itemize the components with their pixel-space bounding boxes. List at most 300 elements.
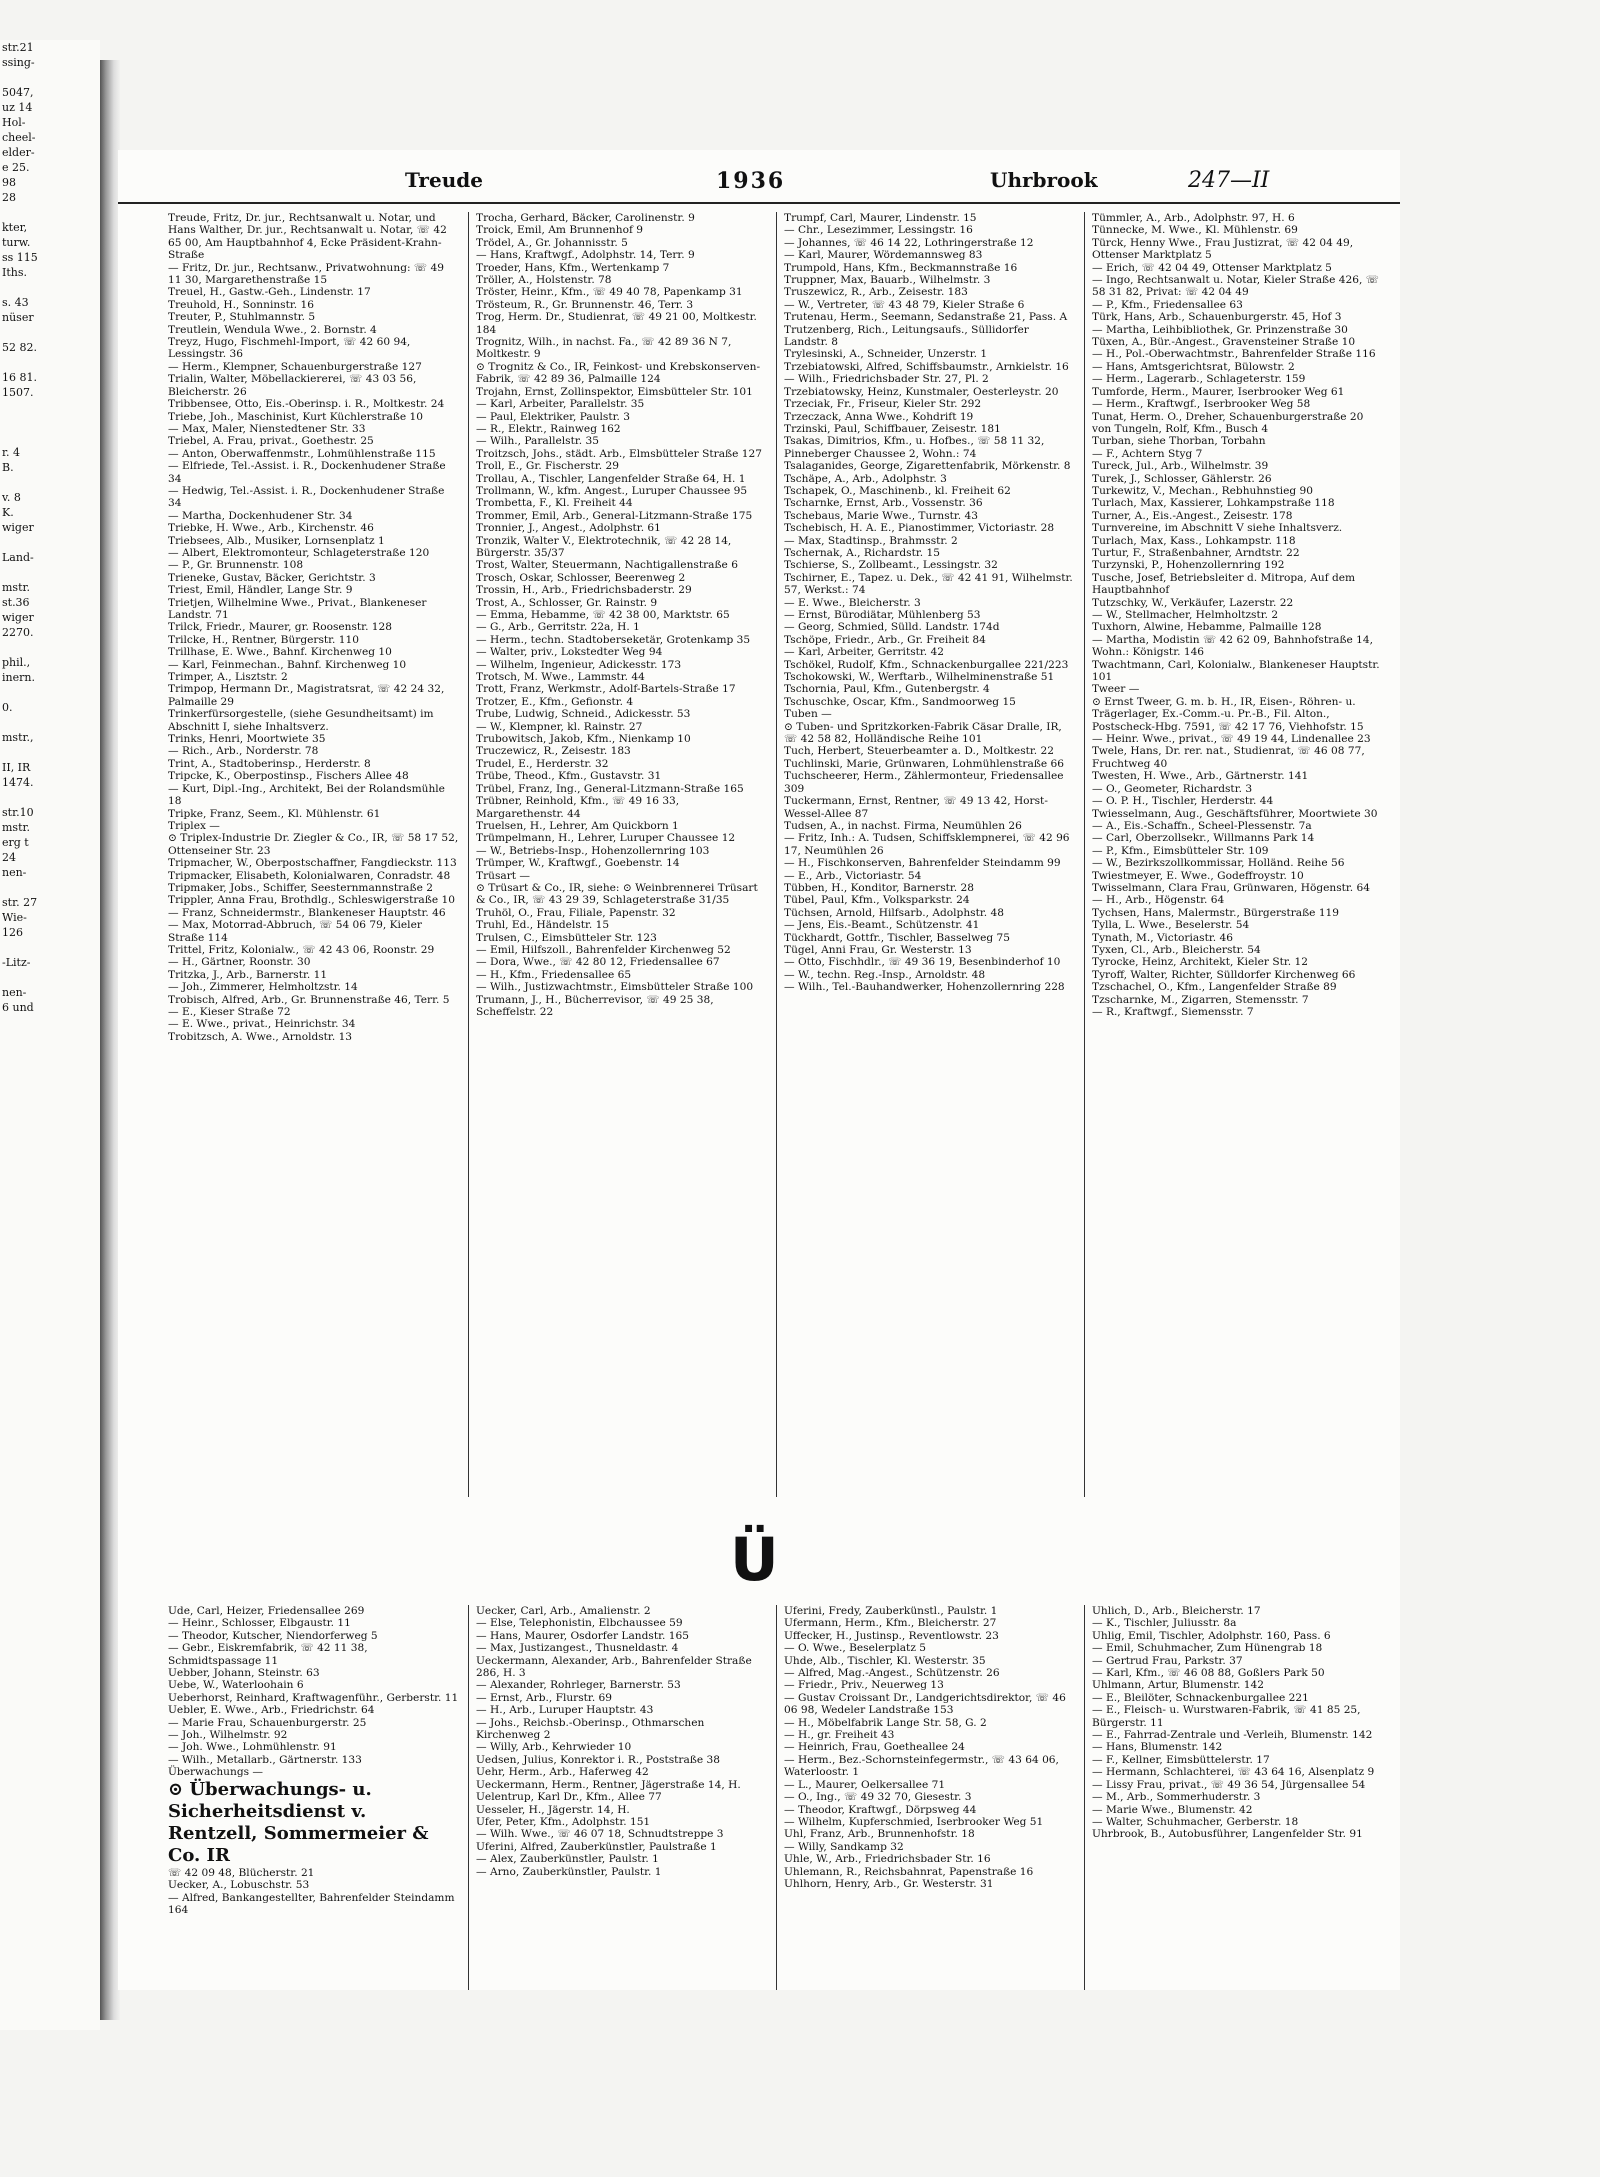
directory-entry: — W., Stellmacher, Helmholtzstr. 2	[1092, 609, 1279, 621]
adjacent-page-line	[0, 475, 100, 490]
column-lower-1	[168, 1605, 460, 2005]
directory-entry: Tröller, A., Holstenstr. 78	[476, 274, 612, 287]
directory-entry: Tügel, Anni Frau, Gr. Westerstr. 13	[784, 943, 972, 956]
adjacent-page-line: uz 14	[2, 101, 33, 114]
directory-entry: — Karl, Feinmechan., Bahnf. Kirchenweg 10	[168, 658, 407, 671]
directory-entry: — G., Arb., Gerritstr. 22a, H. 1	[476, 621, 640, 634]
directory-entry: — Alfred, Mag.-Angest., Schützenstr. 26	[784, 1667, 1000, 1680]
adjacent-page-line: cheel-	[2, 131, 36, 144]
directory-entry: — Karl, Arbeiter, Parallelstr. 35	[476, 398, 645, 411]
directory-entry: Trilcke, H., Rentner, Bürgerstr. 110	[168, 633, 359, 646]
directory-entry: — Emil, Schuhmacher, Zum Hünengrab 18	[1092, 1642, 1323, 1655]
directory-entry: — H., Kfm., Friedensallee 65	[476, 968, 632, 981]
adjacent-page-line: mstr.,	[2, 731, 34, 744]
directory-entry: ⊙ Trognitz & Co., IR, Feinkost- und Krebskonserven-Fabrik, ☏ 42 89 36, Palmaille 124	[476, 360, 761, 386]
adjacent-page-line: phil.,	[2, 656, 31, 669]
column-divider	[776, 1605, 777, 1990]
directory-entry: Uhlmann, Artur, Blumenstr. 142	[1092, 1679, 1264, 1692]
directory-entry: Trietjen, Wilhelmine Wwe., Privat., Blankeneser Landstr. 71	[168, 596, 427, 621]
directory-entry: Trzeczack, Anna Wwe., Kohdrift 19	[784, 410, 974, 423]
directory-entry: Tschuschke, Oscar, Kfm., Sandmoorweg 15	[784, 695, 1016, 708]
directory-entry: Tripke, Franz, Seem., Kl. Mühlenstr. 61	[168, 807, 381, 820]
directory-entry: Turzynski, P., Hohenzollernring 192	[1092, 559, 1285, 572]
directory-entry: Uhlich, D., Arb., Bleicherstr. 17	[1092, 1605, 1261, 1617]
directory-entry: Überwachungs —	[168, 1766, 264, 1779]
adjacent-page-line: mstr.	[2, 581, 31, 594]
directory-entry: Uferini, Fredy, Zauberkünstl., Paulstr. 1	[784, 1605, 998, 1617]
directory-entry: — Marie Frau, Schauenburgerstr. 25	[168, 1716, 367, 1729]
directory-entry: — Herm., Bez.-Schornsteinfegermstr., ☏ 43 64 06, Waterloostr. 1	[784, 1753, 1059, 1779]
directory-entry: Truszewicz, R., Arb., Zeisestr. 183	[784, 286, 968, 299]
directory-entry: Ueberhorst, Reinhard, Kraftwagenführ., Gerberstr. 11	[168, 1691, 459, 1704]
page-number: 247—II	[1188, 168, 1270, 193]
directory-entry: — H., Arb., Högenstr. 64	[1092, 894, 1225, 907]
directory-entry: Uelentrup, Karl Dr., Kfm., Allee 77	[476, 1791, 662, 1804]
directory-entry: Troick, Emil, Am Brunnenhof 9	[476, 224, 643, 237]
directory-entry: — O., Geometer, Richardstr. 3	[1092, 782, 1253, 795]
adjacent-page-line: r. 4	[2, 446, 21, 459]
adjacent-page-line: str.10	[2, 806, 34, 819]
directory-entry: — E., Bleilöter, Schnackenburgallee 221	[1092, 1691, 1309, 1704]
directory-entry: ⊙ Ernst Tweer, G. m. b. H., IR, Eisen-, Röhren- u. Trägerlager, Ex.-Comm.-u. Pr.-B., Fil. Alton., Postscheck-Hbg. 7591, ☏ 42 17 76, Viehhofstr. 15	[1092, 695, 1364, 733]
adjacent-page-line: 16 81.	[2, 371, 37, 384]
directory-entry: Uecker, A., Lobuschstr. 53	[168, 1879, 310, 1892]
directory-entry: Tröster, Heinr., Kfm., ☏ 49 40 78, Papenkamp 31	[476, 286, 743, 299]
adjacent-page-line: str. 27	[2, 896, 38, 909]
adjacent-page-line: Iths.	[2, 266, 27, 279]
adjacent-page-line: e 25.	[2, 161, 30, 174]
directory-entry: Trollau, A., Tischler, Langenfelder Straße 64, H. 1	[476, 472, 746, 485]
directory-entry: von Tungeln, Rolf, Kfm., Busch 4	[1092, 422, 1269, 435]
directory-entry: Tübel, Paul, Kfm., Volksparkstr. 24	[784, 894, 970, 907]
directory-entry: — O., Ing., ☏ 49 32 70, Giesestr. 3	[784, 1791, 972, 1804]
directory-entry: Trulsen, C., Eimsbütteler Str. 123	[476, 931, 657, 944]
directory-entry: Twesten, H. Wwe., Arb., Gärtnerstr. 141	[1092, 770, 1309, 783]
directory-entry: — H., Pol.-Oberwachtmstr., Bahrenfelder Straße 116	[1092, 348, 1376, 361]
directory-entry: — Heinrich, Frau, Goetheallee 24	[784, 1741, 965, 1754]
adjacent-page-text	[0, 40, 100, 1015]
directory-entry: — Joh. Wwe., Lohmühlenstr. 91	[168, 1741, 337, 1754]
book-spine-shadow	[100, 60, 120, 2020]
directory-entry: Trüsart —	[476, 869, 530, 882]
adjacent-page-line: 126	[2, 926, 23, 939]
directory-entry: — Ingo, Rechtsanwalt u. Notar, Kieler Straße 426, ☏ 58 31 82, Privat: ☏ 42 04 49	[1092, 274, 1379, 299]
directory-entry: Triebke, H. Wwe., Arb., Kirchenstr. 46	[168, 522, 374, 535]
directory-entry: Tuckermann, Ernst, Rentner, ☏ 49 13 42, Horst-Wessel-Allee 87	[784, 795, 1048, 820]
directory-entry: Twiesselmann, Aug., Geschäftsführer, Moortwiete 30	[1092, 807, 1378, 820]
directory-entry: Trzeciak, Fr., Friseur, Kieler Str. 292	[784, 398, 982, 411]
directory-entry: Tümmler, A., Arb., Adolphstr. 97, H. 6	[1092, 212, 1295, 224]
directory-entry: Triebel, A. Frau, privat., Goethestr. 25	[168, 435, 374, 448]
directory-entry: Tschernak, A., Richardstr. 15	[784, 546, 940, 559]
adjacent-page-line: 1507.	[2, 386, 34, 399]
adjacent-page-line	[0, 400, 100, 415]
directory-entry: Tumforde, Herm., Maurer, Iserbrooker Weg 61	[1092, 385, 1345, 398]
adjacent-page-line: Hol-	[2, 116, 26, 129]
adjacent-page-line	[0, 325, 100, 340]
directory-entry: — Lissy Frau, privat., ☏ 49 36 54, Jürgensallee 54	[1092, 1778, 1366, 1791]
directory-entry: Truelsen, H., Lehrer, Am Quickborn 1	[476, 819, 679, 832]
directory-entry: Truhl, Ed., Händelstr. 15	[476, 919, 610, 932]
directory-entry: Tschebaus, Marie Wwe., Turnstr. 43	[784, 509, 979, 522]
adjacent-page-line: nen-	[2, 866, 27, 879]
directory-entry: Trobitzsch, A. Wwe., Arnoldstr. 13	[168, 1030, 353, 1043]
directory-entry: Triebe, Joh., Maschinist, Kurt Küchlerstraße 10	[168, 410, 423, 423]
directory-entry: — E., Arb., Victoriastr. 54	[784, 869, 922, 882]
directory-entry: Trzebiatowsky, Heinz, Kunstmaler, Oesterleystr. 20	[784, 385, 1059, 398]
directory-entry: — Alex, Zauberkünstler, Paulstr. 1	[476, 1853, 659, 1866]
adjacent-page-line: 6 und	[2, 1001, 34, 1014]
adjacent-page-line	[0, 715, 100, 730]
directory-entry: Treuel, H., Gastw.-Geh., Lindenstr. 17	[168, 286, 371, 299]
directory-entry: Trübner, Reinhold, Kfm., ☏ 49 16 33, Margarethenstr. 44	[476, 795, 680, 820]
directory-entry: — Franz, Schneidermstr., Blankeneser Hauptstr. 46	[168, 906, 446, 919]
directory-entry: ⊙ Überwachungs- u. Sicherheitsdienst v. Rentzell, Sommermeier & Co. IR	[168, 1778, 429, 1866]
directory-entry: Ude, Carl, Heizer, Friedensallee 269	[168, 1605, 365, 1617]
adjacent-page-line	[0, 685, 100, 700]
directory-entry: Trödel, A., Gr. Johannisstr. 5	[476, 236, 628, 249]
directory-entry: — W., techn. Reg.-Insp., Arnoldstr. 48	[784, 968, 986, 981]
directory-entry: — Hans, Kraftwgf., Adolphstr. 14, Terr. 9	[476, 249, 695, 262]
directory-entry: Tschebisch, H. A. E., Pianostimmer, Victoriastr. 28	[784, 522, 1055, 535]
directory-entry: — P., Kfm., Eimsbütteler Str. 109	[1092, 844, 1269, 857]
directory-entry: Trübe, Theod., Kfm., Gustavstr. 31	[476, 770, 662, 783]
directory-entry: Tüxen, A., Bür.-Angest., Gravensteiner Straße 10	[1092, 336, 1356, 349]
directory-entry: — Carl, Oberzollsekr., Willmanns Park 14	[1092, 832, 1315, 845]
directory-entry: Trialin, Walter, Möbellackiererei, ☏ 43 03 56, Bleicherstr. 26	[168, 373, 417, 398]
directory-entry: Trommer, Emil, Arb., General-Litzmann-Straße 175	[476, 509, 753, 522]
directory-entry: — M., Arb., Sommerhuderstr. 3	[1092, 1791, 1261, 1804]
directory-entry: Trösteum, R., Gr. Brunnenstr. 46, Terr. 3	[476, 298, 694, 311]
directory-entry: Uedsen, Julius, Konrektor i. R., Poststraße 38	[476, 1753, 720, 1766]
directory-page	[118, 150, 1400, 1990]
adjacent-page-line	[0, 940, 100, 955]
directory-entry: ⊙ Trüsart & Co., IR, siehe: ⊙ Weinbrennerei Trüsart & Co., IR, ☏ 43 29 39, Schlageterstraße 31/35	[476, 881, 758, 907]
directory-entry: — E. Wwe., Bleicherstr. 3	[784, 596, 921, 609]
column-upper-1	[168, 212, 460, 1497]
adjacent-page-line: Wie-	[2, 911, 27, 924]
directory-entry: Tyroff, Walter, Richter, Sülldorfer Kirchenweg 66	[1092, 968, 1356, 981]
directory-entry: — Hans, Amtsgerichtsrat, Bülowstr. 2	[1092, 360, 1295, 373]
directory-entry: Uhlhorn, Henry, Arb., Gr. Westerstr. 31	[784, 1877, 994, 1890]
directory-entry: — Chr., Lesezimmer, Lessingstr. 16	[784, 224, 973, 237]
column-divider	[468, 212, 469, 1497]
adjacent-page-line: st.36	[2, 596, 30, 609]
directory-entry: — Theodor, Kraftwgf., Dörpsweg 44	[784, 1803, 977, 1816]
directory-entry: Troll, E., Gr. Fischerstr. 29	[476, 460, 620, 473]
directory-entry: Uebler, E. Wwe., Arb., Friedrichstr. 64	[168, 1704, 375, 1717]
directory-entry: — Else, Telephonistin, Elbchaussee 59	[476, 1617, 683, 1630]
column-divider	[776, 212, 777, 1497]
column-divider	[1084, 212, 1085, 1497]
directory-entry: — L., Maurer, Oelkersallee 71	[784, 1778, 946, 1791]
directory-entry: — Herm., Klempner, Schauenburgerstraße 127	[168, 360, 422, 373]
directory-entry: — W., Vertreter, ☏ 43 48 79, Kieler Straße 6	[784, 298, 1025, 311]
directory-entry: Turban, siehe Thorban, Torbahn	[1092, 435, 1266, 448]
directory-entry: — Kurt, Dipl.-Ing., Architekt, Bei der Rolandsmühle 18	[168, 782, 445, 808]
adjacent-page-line: v. 8	[2, 491, 21, 504]
directory-entry: — Gebr., Eiskremfabrik, ☏ 42 11 38, Schmidtspassage 11	[168, 1642, 368, 1667]
directory-entry: Uehr, Herm., Arb., Haferweg 42	[476, 1766, 649, 1779]
adjacent-page-line	[0, 430, 100, 445]
directory-entry: Tylla, L. Wwe., Beselerstr. 54	[1092, 919, 1250, 932]
adjacent-page-line: mstr.	[2, 821, 31, 834]
directory-entry: Tripmaker, Jobs., Schiffer, Seesternmannstraße 2	[168, 881, 433, 894]
directory-entry: Tschirner, E., Tapez. u. Dek., ☏ 42 41 91, Wilhelmstr. 57, Werkst.: 74	[784, 571, 1073, 597]
directory-entry: Tronnier, J., Angest., Adolphstr. 61	[476, 522, 661, 535]
directory-entry: — R., Elektr., Rainweg 162	[476, 422, 621, 435]
directory-entry: — Emma, Hebamme, ☏ 42 38 00, Marktstr. 65	[476, 609, 730, 621]
directory-entry: Trittel, Fritz, Kolonialw., ☏ 42 43 06, Roonstr. 29	[168, 943, 435, 956]
directory-entry: — O. Wwe., Beselerplatz 5	[784, 1642, 927, 1655]
header-year: 1936	[716, 168, 786, 194]
directory-entry: Trudel, E., Herderstr. 32	[476, 757, 609, 770]
directory-entry: — Herm., techn. Stadtoberseketär, Grotenkamp 35	[476, 633, 751, 646]
directory-entry: Turlach, Max, Kass., Lohkampstr. 118	[1092, 534, 1296, 547]
directory-entry: Uhl, Franz, Arb., Brunnenhofstr. 18	[784, 1828, 975, 1841]
directory-entry: — Wilh., Friedrichsbader Str. 27, Pl. 2	[784, 373, 989, 386]
directory-entry: — H., Möbelfabrik Lange Str. 58, G. 2	[784, 1716, 987, 1729]
directory-entry: — Johs., Reichsb.-Oberinsp., Othmarschen Kirchenweg 2	[476, 1716, 705, 1742]
directory-entry: — O. P. H., Tischler, Herderstr. 44	[1092, 795, 1274, 808]
directory-entry: Trollmann, W., kfm. Angest., Luruper Chaussee 95	[476, 484, 748, 497]
directory-entry: — Martha, Leihbibliothek, Gr. Prinzenstraße 30	[1092, 323, 1348, 336]
directory-entry: Trossin, H., Arb., Friedrichsbaderstr. 29	[476, 584, 692, 597]
directory-entry: Uebber, Johann, Steinstr. 63	[168, 1667, 320, 1680]
adjacent-page-line: erg t	[2, 836, 29, 849]
directory-entry: — Karl, Maurer, Wördemannsweg 83	[784, 249, 983, 262]
directory-entry: Trumann, J., H., Bücherrevisor, ☏ 49 25 38, Scheffelstr. 22	[476, 993, 714, 1018]
column-upper-2	[476, 212, 768, 1497]
directory-entry: Trube, Ludwig, Schneid., Adickesstr. 53	[476, 708, 691, 721]
directory-entry: Tusche, Josef, Betriebsleiter d. Mitropa, Auf dem Hauptbahnhof	[1092, 571, 1356, 597]
directory-entry: — H., gr. Freiheit 43	[784, 1729, 895, 1742]
directory-entry: Tudsen, A., in nachst. Firma, Neumühlen 26	[784, 819, 1022, 832]
directory-entry: Twachtmann, Carl, Kolonialw., Blankeneser Hauptstr. 101	[1092, 658, 1380, 684]
directory-entry: Tschokowski, W., Werftarb., Wilhelminenstraße 51	[784, 671, 1055, 684]
directory-entry: Trubowitsch, Jakob, Kfm., Nienkamp 10	[476, 733, 691, 746]
directory-entry: Türk, Hans, Arb., Schauenburgerstr. 45, Hof 3	[1092, 311, 1342, 324]
directory-entry: — Jens, Eis.-Beamt., Schützenstr. 41	[784, 919, 980, 932]
directory-entry: — Joh., Zimmerer, Helmholtzstr. 14	[168, 981, 358, 994]
directory-entry: Uebe, W., Waterloohain 6	[168, 1679, 304, 1692]
directory-entry: — Hans, Maurer, Osdorfer Landstr. 165	[476, 1629, 689, 1642]
directory-entry: — Marie Wwe., Blumenstr. 42	[1092, 1803, 1253, 1816]
directory-entry: Trübel, Franz, Ing., General-Litzmann-Straße 165	[476, 782, 744, 795]
directory-entry: — Karl, Arbeiter, Gerritstr. 42	[784, 646, 945, 659]
directory-entry: — Rich., Arb., Norderstr. 78	[168, 745, 319, 758]
directory-entry: — Karl, Kfm., ☏ 46 08 88, Goßlers Park 50	[1092, 1667, 1325, 1680]
directory-entry: ⊙ Triplex-Industrie Dr. Ziegler & Co., IR, ☏ 58 17 52, Ottenseiner Str. 23	[168, 832, 459, 857]
directory-entry: Uesseler, H., Jägerstr. 14, H.	[476, 1803, 630, 1816]
directory-entry: Twisselmann, Clara Frau, Grünwaren, Högenstr. 64	[1092, 881, 1371, 894]
directory-entry: Trinks, Henri, Moortwiete 35	[168, 733, 326, 746]
directory-entry: Trippler, Anna Frau, Brothdlg., Schleswigerstraße 10	[168, 894, 455, 907]
directory-entry: Uhle, W., Arb., Friedrichsbader Str. 16	[784, 1853, 991, 1866]
directory-entry: Trobisch, Alfred, Arb., Gr. Brunnenstraße 46, Terr. 5	[168, 993, 450, 1006]
directory-entry: Trocha, Gerhard, Bäcker, Carolinenstr. 9	[476, 212, 695, 224]
adjacent-page-line: turw.	[2, 236, 31, 249]
adjacent-page-line: K.	[2, 506, 14, 519]
directory-entry: Tuben —	[784, 708, 832, 721]
directory-entry: Turnvereine, im Abschnitt V siehe Inhaltsverz.	[1092, 522, 1343, 535]
adjacent-page-line: 24	[2, 851, 16, 864]
directory-entry: — Hermann, Schlachterei, ☏ 43 64 16, Alsenplatz 9	[1092, 1766, 1375, 1779]
adjacent-page-line: s. 43	[2, 296, 29, 309]
directory-entry: — Arno, Zauberkünstler, Paulstr. 1	[476, 1865, 662, 1878]
directory-entry: — Ernst, Arb., Flurstr. 69	[476, 1691, 613, 1704]
adjacent-page-line	[0, 535, 100, 550]
directory-entry: — Heinr., Schlosser, Elbgaustr. 11	[168, 1617, 351, 1630]
directory-entry: Triebsees, Alb., Musiker, Lornsenplatz 1	[168, 534, 385, 547]
adjacent-page-fragment	[0, 40, 100, 2030]
directory-entry: Tripmacker, Elisabeth, Kolonialwaren, Conradstr. 48	[168, 869, 451, 882]
directory-entry: Turlach, Max, Kassierer, Lohkampstraße 118	[1092, 497, 1335, 510]
directory-entry: Trylesinski, A., Schneider, Unzerstr. 1	[784, 348, 988, 361]
directory-entry: ☏ 42 09 48, Blücherstr. 21	[168, 1866, 315, 1879]
directory-entry: — P., Gr. Brunnenstr. 108	[168, 559, 304, 572]
directory-entry: Trillhase, E. Wwe., Bahnf. Kirchenweg 10	[168, 646, 392, 659]
directory-entry: — Fritz, Dr. jur., Rechtsanw., Privatwohnung: ☏ 49 11 30, Margarethenstraße 15	[168, 261, 445, 287]
directory-entry: Tschapek, O., Maschinenb., kl. Freiheit 62	[784, 484, 1011, 497]
adjacent-page-line: nen-	[2, 986, 27, 999]
directory-entry: — Herm., Lagerarb., Schlageterstr. 159	[1092, 373, 1306, 386]
directory-entry: — Wilh., Metallarb., Gärtnerstr. 133	[168, 1753, 362, 1766]
directory-entry: Tübben, H., Konditor, Barnerstr. 28	[784, 881, 975, 894]
directory-entry: Trumpf, Carl, Maurer, Lindenstr. 15	[784, 212, 977, 224]
directory-entry: Tychsen, Hans, Malermstr., Bürgerstraße 119	[1092, 906, 1340, 919]
directory-entry: — Max, Maler, Nienstedtener Str. 33	[168, 422, 366, 435]
directory-entry: — Martha, Modistin ☏ 42 62 09, Bahnhofstraße 14, Wohn.: Königstr. 146	[1092, 633, 1374, 659]
directory-entry: Tuchscheerer, Herm., Zählermonteur, Friedensallee 309	[784, 770, 1064, 795]
directory-entry: — Anton, Oberwaffenmstr., Lohmühlenstraße 115	[168, 447, 436, 460]
adjacent-page-line: inern.	[2, 671, 35, 684]
directory-entry: Uhlig, Emil, Tischler, Adolphstr. 160, Pass. 6	[1092, 1629, 1331, 1642]
directory-entry: — Hans, Blumenstr. 142	[1092, 1741, 1223, 1754]
directory-entry: Tünnecke, M. Wwe., Kl. Mühlenstr. 69	[1092, 224, 1298, 237]
directory-entry: Tyrocke, Heinz, Architekt, Kieler Str. 12	[1092, 956, 1308, 969]
directory-entry: Uhlemann, R., Reichsbahnrat, Papenstraße 16	[784, 1865, 1034, 1878]
directory-entry: Trümper, W., Kraftwgf., Goebenstr. 14	[476, 857, 680, 870]
directory-entry: Tsakas, Dimitrios, Kfm., u. Hofbes., ☏ 58 11 32, Pinneberger Chaussee 2, Wohn.: 74	[784, 435, 1045, 460]
directory-entry: Troeder, Hans, Kfm., Wertenkamp 7	[476, 261, 670, 274]
directory-entry: — Otto, Fischhdlr., ☏ 49 36 19, Besenbinderhof 10	[784, 956, 1061, 969]
directory-entry: — Joh., Wilhelmstr. 92	[168, 1729, 288, 1742]
adjacent-page-line	[0, 280, 100, 295]
adjacent-page-line	[0, 415, 100, 430]
directory-entry: Trog, Herm. Dr., Studienrat, ☏ 49 21 00, Moltkestr. 184	[476, 311, 757, 336]
directory-entry: — F., Kellner, Eimsbüttelerstr. 17	[1092, 1753, 1270, 1766]
directory-entry: — Theodor, Kutscher, Niendorferweg 5	[168, 1629, 378, 1642]
directory-entry: — Walter, Schuhmacher, Gerberstr. 18	[1092, 1815, 1299, 1828]
directory-entry: — Paul, Elektriker, Paulstr. 3	[476, 410, 630, 423]
directory-entry: Tuxhorn, Alwine, Hebamme, Palmaille 128	[1092, 621, 1322, 634]
header-first-entry: Treude	[405, 168, 483, 192]
directory-entry: Uhde, Alb., Tischler, Kl. Westerstr. 35	[784, 1654, 986, 1667]
directory-entry: Treuhold, H., Sonninstr. 16	[168, 298, 314, 311]
directory-entry: Trieneke, Gustav, Bäcker, Gerichtstr. 3	[168, 571, 376, 584]
directory-entry: Tschornia, Paul, Kfm., Gutenbergstr. 4	[784, 683, 990, 696]
directory-entry: — Max, Stadtinsp., Brahmsstr. 2	[784, 534, 958, 547]
directory-entry: — Martha, Dockenhudener Str. 34	[168, 509, 353, 522]
directory-entry: Tzscharnke, M., Zigarren, Stemensstr. 7	[1092, 993, 1309, 1006]
directory-entry: — E., Fahrrad-Zentrale und -Verleih, Blumenstr. 142	[1092, 1729, 1373, 1742]
directory-entry: Ufer, Peter, Kfm., Adolphstr. 151	[476, 1815, 651, 1828]
directory-entry: — Herm., Kraftwgf., Iserbrooker Weg 58	[1092, 398, 1311, 411]
directory-entry: Trinkerfürsorgestelle, (siehe Gesundheitsamt) im Abschnitt I, siehe Inhaltsverz.	[168, 708, 434, 733]
directory-entry: — Friedr., Priv., Neuerweg 13	[784, 1679, 944, 1692]
directory-entry: — E., Kieser Straße 72	[168, 1006, 291, 1018]
directory-entry: Trutzenberg, Rich., Leitungsaufs., Süllidorfer Landstr. 8	[784, 323, 1029, 349]
directory-entry: Twiestmeyer, E. Wwe., Godeffroystr. 10	[1092, 869, 1304, 882]
directory-entry: Tüchsen, Arnold, Hilfsarb., Adolphstr. 48	[784, 906, 1004, 919]
directory-entry: Tscharnke, Ernst, Arb., Vossenstr. 36	[784, 497, 983, 510]
directory-entry: Uferini, Alfred, Zauberkünstler, Paulstraße 1	[476, 1840, 717, 1853]
directory-entry: Turkewitz, V., Mechan., Rebhuhnstieg 90	[1092, 484, 1313, 497]
directory-entry: Trojahn, Ernst, Zollinspektor, Eimsbütteler Str. 101	[476, 385, 753, 398]
adjacent-page-line: II, IR	[2, 761, 31, 774]
adjacent-page-line: wiger	[2, 611, 34, 624]
directory-entry: ⊙ Tuben- und Spritzkorken-Fabrik Cäsar Dralle, IR, ☏ 42 58 82, Holländische Reihe 101	[784, 720, 1062, 746]
directory-entry: Troitzsch, Johs., städt. Arb., Elmsbütteler Straße 127	[476, 447, 762, 460]
adjacent-page-line	[0, 70, 100, 85]
directory-entry: Tschierse, S., Zollbeamt., Lessingstr. 32	[784, 559, 998, 572]
directory-entry: Uhrbrook, B., Autobusführer, Langenfelder Str. 91	[1092, 1828, 1363, 1841]
column-upper-3	[784, 212, 1076, 1497]
directory-entry: Trimper, A., Lisztstr. 2	[168, 671, 288, 684]
directory-entry: Triplex —	[168, 819, 220, 832]
directory-entry: — H., Arb., Luruper Hauptstr. 43	[476, 1704, 654, 1717]
adjacent-page-line	[0, 640, 100, 655]
column-lower-4	[1092, 1605, 1384, 2005]
page-header	[118, 150, 1400, 204]
directory-entry: Türck, Henny Wwe., Frau Justizrat, ☏ 42 04 49, Ottenser Marktplatz 5	[1092, 236, 1354, 262]
directory-entry: Ufermann, Herm., Kfm., Bleicherstr. 27	[784, 1617, 997, 1630]
adjacent-page-line: 28	[2, 191, 16, 204]
directory-entry: Tritzka, J., Arb., Barnerstr. 11	[168, 968, 328, 981]
directory-entry: — Wilh., Parallelstr. 35	[476, 435, 599, 448]
directory-entry: Tschökel, Rudolf, Kfm., Schnackenburgallee 221/223	[784, 658, 1069, 671]
directory-entry: Tripmacher, W., Oberpostschaffner, Fangdieckstr. 113	[168, 857, 457, 870]
directory-entry: — Heinr. Wwe., privat., ☏ 49 19 44, Lindenallee 23	[1092, 733, 1371, 746]
directory-entry: Tribbensee, Otto, Eis.-Oberinsp. i. R., Moltkestr. 24	[168, 398, 445, 411]
directory-entry: — W., Klempner, kl. Rainstr. 27	[476, 720, 643, 733]
directory-entry: Trumpold, Hans, Kfm., Beckmannstraße 16	[784, 261, 1018, 274]
directory-entry: — Georg, Schmied, Sülld. Landstr. 174d	[784, 621, 1000, 634]
directory-entry: Trotzer, E., Kfm., Gefionstr. 4	[476, 695, 634, 708]
directory-entry: Uffecker, H., Justinsp., Reventlowstr. 23	[784, 1629, 999, 1642]
directory-entry: Tuchlinski, Marie, Grünwaren, Lohmühlenstraße 66	[784, 757, 1064, 770]
adjacent-page-line: wiger	[2, 521, 34, 534]
directory-entry: Twele, Hans, Dr. rer. nat., Studienrat, ☏ 46 08 77, Fruchtweg 40	[1092, 745, 1365, 770]
directory-entry: — Wilhelm, Ingenieur, Adickesstr. 173	[476, 658, 682, 671]
directory-entry: Ueckermann, Alexander, Arb., Bahrenfelder Straße 286, H. 3	[476, 1654, 752, 1680]
adjacent-page-line	[0, 970, 100, 985]
section-letter: Ü	[730, 1525, 779, 1595]
directory-entry: — Johannes, ☏ 46 14 22, Lothringerstraße 12	[784, 236, 1034, 249]
directory-entry: Tyxen, Cl., Arb., Bleicherstr. 54	[1092, 943, 1261, 956]
directory-entry: Treyz, Hugo, Fischmehl-Import, ☏ 42 60 94, Lessingstr. 36	[168, 336, 411, 361]
directory-entry: Trimpop, Hermann Dr., Magistratsrat, ☏ 42 24 32, Palmaille 29	[168, 683, 445, 708]
directory-entry: — W., Bezirkszollkommissar, Holländ. Reihe 56	[1092, 857, 1345, 870]
directory-entry: Truczewicz, R., Zeisestr. 183	[476, 745, 631, 758]
directory-entry: — Alfred, Bankangestellter, Bahrenfelder Steindamm 164	[168, 1891, 455, 1916]
directory-entry: — Emil, Hilfszoll., Bahrenfelder Kirchenweg 52	[476, 943, 731, 956]
directory-entry: Turtur, F., Straßenbahner, Arndtstr. 22	[1092, 546, 1300, 559]
directory-entry: — Max, Justizangest., Thusneldastr. 4	[476, 1642, 679, 1655]
adjacent-page-line: 0.	[2, 701, 13, 714]
adjacent-page-line: 2270.	[2, 626, 34, 639]
